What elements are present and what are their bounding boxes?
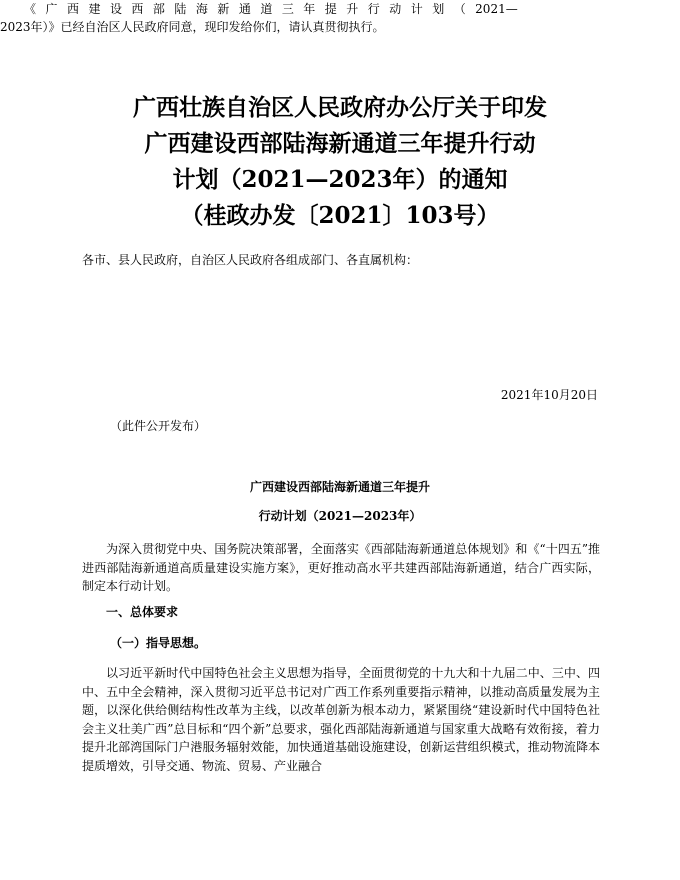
body-line-1-char: 海 xyxy=(195,2,208,16)
body-line-1-char: 升 xyxy=(346,2,359,16)
body-line-1-char: 新 xyxy=(217,2,230,16)
guiding-ideology-paragraph: 以习近平新时代中国特色社会主义思想为指导，全面贯彻党的十九大和十九届二中、三中、四中、五中全会精神，深入贯彻习近平总书记对广西工作系列重要指示精神，以推动高质量发展为主题，以深化供给侧结构性改革为主线，以改革创新为根本动力，紧紧围绕“建设新时代中国特色社会主义壮美广西”总目标和“四个新”总要求，强化西部陆海新通道与国家重大战略有效衔接，着力提升北部湾国际门户港服务辐射效能，加快通道基础设施建设，创新运营组织模式，推动物流降本提质增效，引导交通、物流、贸易、产业融合 xyxy=(82,666,600,773)
body-line-1-char: 动 xyxy=(389,2,402,16)
body-line-1-char: 年 xyxy=(303,2,316,16)
salutation: 各市、县人民政府，自治区人民政府各组成部门、各直属机构： xyxy=(82,253,419,267)
body-line-1-char: 广 xyxy=(45,2,58,16)
notice-body-line-2: 2023年）》已经自治区人民政府同意，现印发给你们，请认真贯彻执行。 xyxy=(0,20,385,34)
body-line-1-char: （ xyxy=(453,2,466,16)
plan-title-line-1: 广西建设西部陆海新通道三年提升 xyxy=(249,480,430,494)
body-line-1-char: 《 xyxy=(24,2,37,16)
notice-title-line-2: 广西建设西部陆海新通道三年提升行动 xyxy=(144,130,536,157)
notice-title-line-1: 广西壮族自治区人民政府办公厅关于印发 xyxy=(133,94,547,121)
body-line-1-char: 三 xyxy=(281,2,294,16)
issue-date: 2021年10月20日 xyxy=(500,388,598,402)
section-heading-general-requirements: 一、总体要求 xyxy=(106,605,179,619)
body-line-1-char: 2021— xyxy=(475,2,518,16)
body-line-1-char: 西 xyxy=(131,2,144,16)
body-line-1-char: 划 xyxy=(432,2,445,16)
body-line-1-char: 行 xyxy=(367,2,380,16)
notice-title-line-3: 计划（2021—2023年）的通知 xyxy=(172,166,508,193)
body-line-1-char: 提 xyxy=(324,2,337,16)
body-line-1-char: 通 xyxy=(238,2,251,16)
notice-body-line-1 xyxy=(0,0,518,18)
body-line-1-char: 西 xyxy=(66,2,79,16)
notice-body xyxy=(0,0,518,36)
body-line-1-char: 道 xyxy=(260,2,273,16)
body-line-1-char: 部 xyxy=(152,2,165,16)
subsection-heading-guiding-ideology: （一）指导思想。 xyxy=(110,636,207,650)
body-line-1-char: 计 xyxy=(410,2,423,16)
plan-intro-paragraph: 为深入贯彻党中央、国务院决策部署，全面落实《西部陆海新通道总体规划》和《“十四五”推进西部陆海新通道高质量建设实施方案》，更好推动高水平共建西部陆海新通道，结合广西实际，制定本行动计划。 xyxy=(82,542,600,593)
publish-note: （此件公开发布） xyxy=(110,419,207,433)
body-line-1-char: 设 xyxy=(109,2,122,16)
body-line-1-char: 陆 xyxy=(174,2,187,16)
notice-document-number: （桂政办发〔2021〕103号） xyxy=(180,202,500,229)
plan-title-line-2: 行动计划（2021—2023年） xyxy=(258,509,422,523)
body-line-1-char: 建 xyxy=(88,2,101,16)
